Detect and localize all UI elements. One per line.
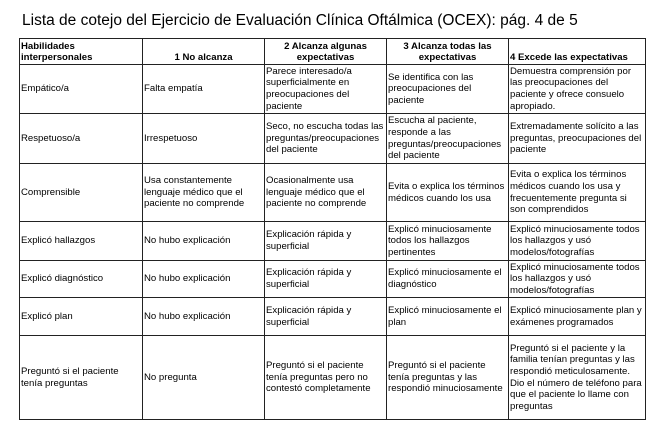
skill-cell: Explicó hallazgos: [20, 222, 143, 261]
table-row: [20, 65, 646, 114]
page-title: Lista de cotejo del Ejercicio de Evaluación Clínica Oftálmica (OCEX): pág. 4 de 5: [22, 12, 578, 29]
level-2-cell: Ocasionalmente usa lenguaje médico que el paciente no comprende: [265, 164, 387, 222]
header-level-4: 4 Excede las expectativas: [509, 39, 646, 65]
level-4-cell: Evita o explica los términos médicos cuando los usa y frecuentemente pregunta si son comprendidos: [509, 164, 646, 222]
level-4-cell: Explicó minuciosamente todos los hallazgos y usó modelos/fotografías: [509, 261, 646, 298]
level-4-cell: Demuestra comprensión por las preocupaciones del paciente y ofrece consuelo apropiado.: [509, 65, 646, 114]
skill-cell: Empático/a: [20, 65, 143, 114]
level-4-cell: Explicó minuciosamente todos los hallazgos y usó modelos/fotografías: [509, 222, 646, 261]
level-2-cell: Explicación rápida y superficial: [265, 261, 387, 298]
skill-cell: Preguntó si el paciente tenía preguntas: [20, 336, 143, 420]
header-skill: Habilidades interpersonales: [20, 39, 143, 65]
table-row: [20, 298, 646, 336]
level-3-cell: Explicó minuciosamente el diagnóstico: [387, 261, 509, 298]
header-level-1: 1 No alcanza: [143, 39, 265, 65]
level-3-cell: Se identifica con las preocupaciones del paciente: [387, 65, 509, 114]
level-3-cell: Escucha al paciente, responde a las preguntas/preocupaciones del paciente: [387, 114, 509, 164]
level-3-cell: Explicó minuciosamente todos los hallazgos pertinentes: [387, 222, 509, 261]
skill-cell: Comprensible: [20, 164, 143, 222]
level-1-cell: No hubo explicación: [143, 298, 265, 336]
header-row: [20, 39, 646, 65]
level-1-cell: No hubo explicación: [143, 261, 265, 298]
skill-cell: Respetuoso/a: [20, 114, 143, 164]
level-4-cell: Preguntó si el paciente y la familia tenían preguntas y las respondió meticulosamente. Dio el número de teléfono para que el paciente lo llame con preguntas: [509, 336, 646, 420]
level-1-cell: No pregunta: [143, 336, 265, 420]
table-row: [20, 164, 646, 222]
table-row: [20, 114, 646, 164]
level-3-cell: Explicó minuciosamente el plan: [387, 298, 509, 336]
level-1-cell: No hubo explicación: [143, 222, 265, 261]
table-row: [20, 222, 646, 261]
level-2-cell: Parece interesado/a superficialmente en preocupaciones del paciente: [265, 65, 387, 114]
skill-cell: Explicó diagnóstico: [20, 261, 143, 298]
header-level-3: 3 Alcanza todas las expectativas: [387, 39, 509, 65]
level-1-cell: Usa constantemente lenguaje médico que el paciente no comprende: [143, 164, 265, 222]
skill-cell: Explicó plan: [20, 298, 143, 336]
level-4-cell: Extremadamente solícito a las preguntas, preocupaciones del paciente: [509, 114, 646, 164]
level-1-cell: Irrespetuoso: [143, 114, 265, 164]
level-2-cell: Seco, no escucha todas las preguntas/preocupaciones del paciente: [265, 114, 387, 164]
level-2-cell: Preguntó si el paciente tenía preguntas pero no contestó completamente: [265, 336, 387, 420]
ocex-checklist-table: [19, 38, 646, 420]
level-3-cell: Evita o explica los términos médicos cuando los usa: [387, 164, 509, 222]
level-3-cell: Preguntó si el paciente tenía preguntas y las respondió minuciosamente: [387, 336, 509, 420]
level-2-cell: Explicación rápida y superficial: [265, 298, 387, 336]
header-level-2: 2 Alcanza algunas expectativas: [265, 39, 387, 65]
level-1-cell: Falta empatía: [143, 65, 265, 114]
table-row: [20, 336, 646, 420]
level-4-cell: Explicó minuciosamente plan y exámenes programados: [509, 298, 646, 336]
table-row: [20, 261, 646, 298]
level-2-cell: Explicación rápida y superficial: [265, 222, 387, 261]
